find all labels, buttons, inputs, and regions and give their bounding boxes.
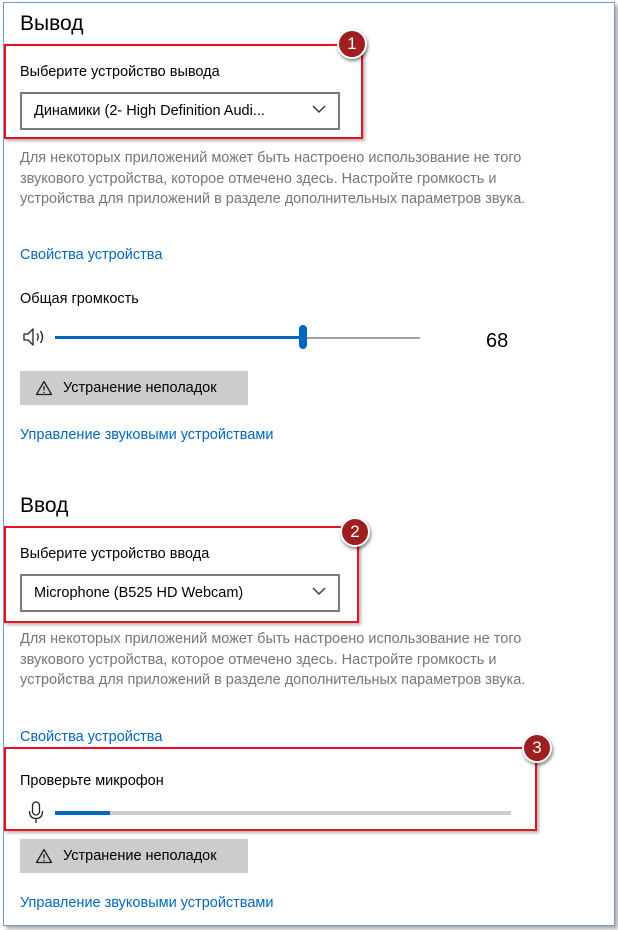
mic-level-fill	[55, 811, 110, 815]
volume-slider[interactable]	[55, 328, 420, 348]
chevron-down-icon	[312, 104, 326, 114]
output-section-title: Вывод	[20, 12, 84, 35]
warning-icon	[35, 380, 53, 396]
input-device-properties-link[interactable]: Свойства устройства	[20, 729, 163, 745]
input-device-dropdown[interactable]	[20, 574, 340, 612]
warning-icon	[35, 848, 53, 864]
microphone-icon	[28, 801, 44, 825]
output-troubleshoot-button[interactable]	[20, 371, 248, 405]
output-manage-devices-link[interactable]: Управление звуковыми устройствами	[20, 427, 274, 443]
volume-label: Общая громкость	[20, 291, 139, 307]
callout-box-3	[4, 747, 537, 831]
input-device-value: Microphone (B525 HD Webcam)	[34, 585, 244, 601]
speaker-icon[interactable]	[22, 327, 48, 347]
output-device-properties-link[interactable]: Свойства устройства	[20, 247, 163, 263]
input-device-label: Выберите устройство ввода	[20, 546, 210, 562]
callout-badge-2: 2	[340, 517, 370, 547]
input-troubleshoot-label: Устранение неполадок	[63, 848, 217, 864]
volume-slider-fill	[55, 336, 303, 339]
output-device-label: Выберите устройство вывода	[20, 64, 220, 80]
output-description: Для некоторых приложений может быть настроено использование не того звукового устройства, которое отмечено здесь. Настройте громкость и устройства для приложений в разделе дополнительных параметров звука.	[20, 150, 526, 207]
callout-badge-3: 3	[522, 733, 552, 763]
mic-test-label: Проверьте микрофон	[20, 773, 164, 789]
chevron-down-icon	[312, 586, 326, 596]
volume-value: 68	[486, 330, 509, 352]
callout-badge-1: 1	[337, 29, 367, 59]
input-troubleshoot-button[interactable]	[20, 839, 248, 873]
output-device-dropdown[interactable]	[20, 92, 340, 130]
mic-level-track	[55, 811, 511, 815]
output-troubleshoot-label: Устранение неполадок	[63, 380, 217, 396]
volume-slider-thumb[interactable]	[299, 325, 307, 349]
input-section-title: Ввод	[20, 494, 69, 517]
mic-level-meter	[55, 810, 511, 816]
input-manage-devices-link[interactable]: Управление звуковыми устройствами	[20, 895, 274, 911]
output-device-value: Динамики (2- High Definition Audi...	[34, 103, 265, 119]
input-description: Для некоторых приложений может быть настроено использование не того звукового устройства, которое отмечено здесь. Настройте громкость и устройства для приложений в разделе дополнительных параметров звука.	[20, 631, 526, 688]
